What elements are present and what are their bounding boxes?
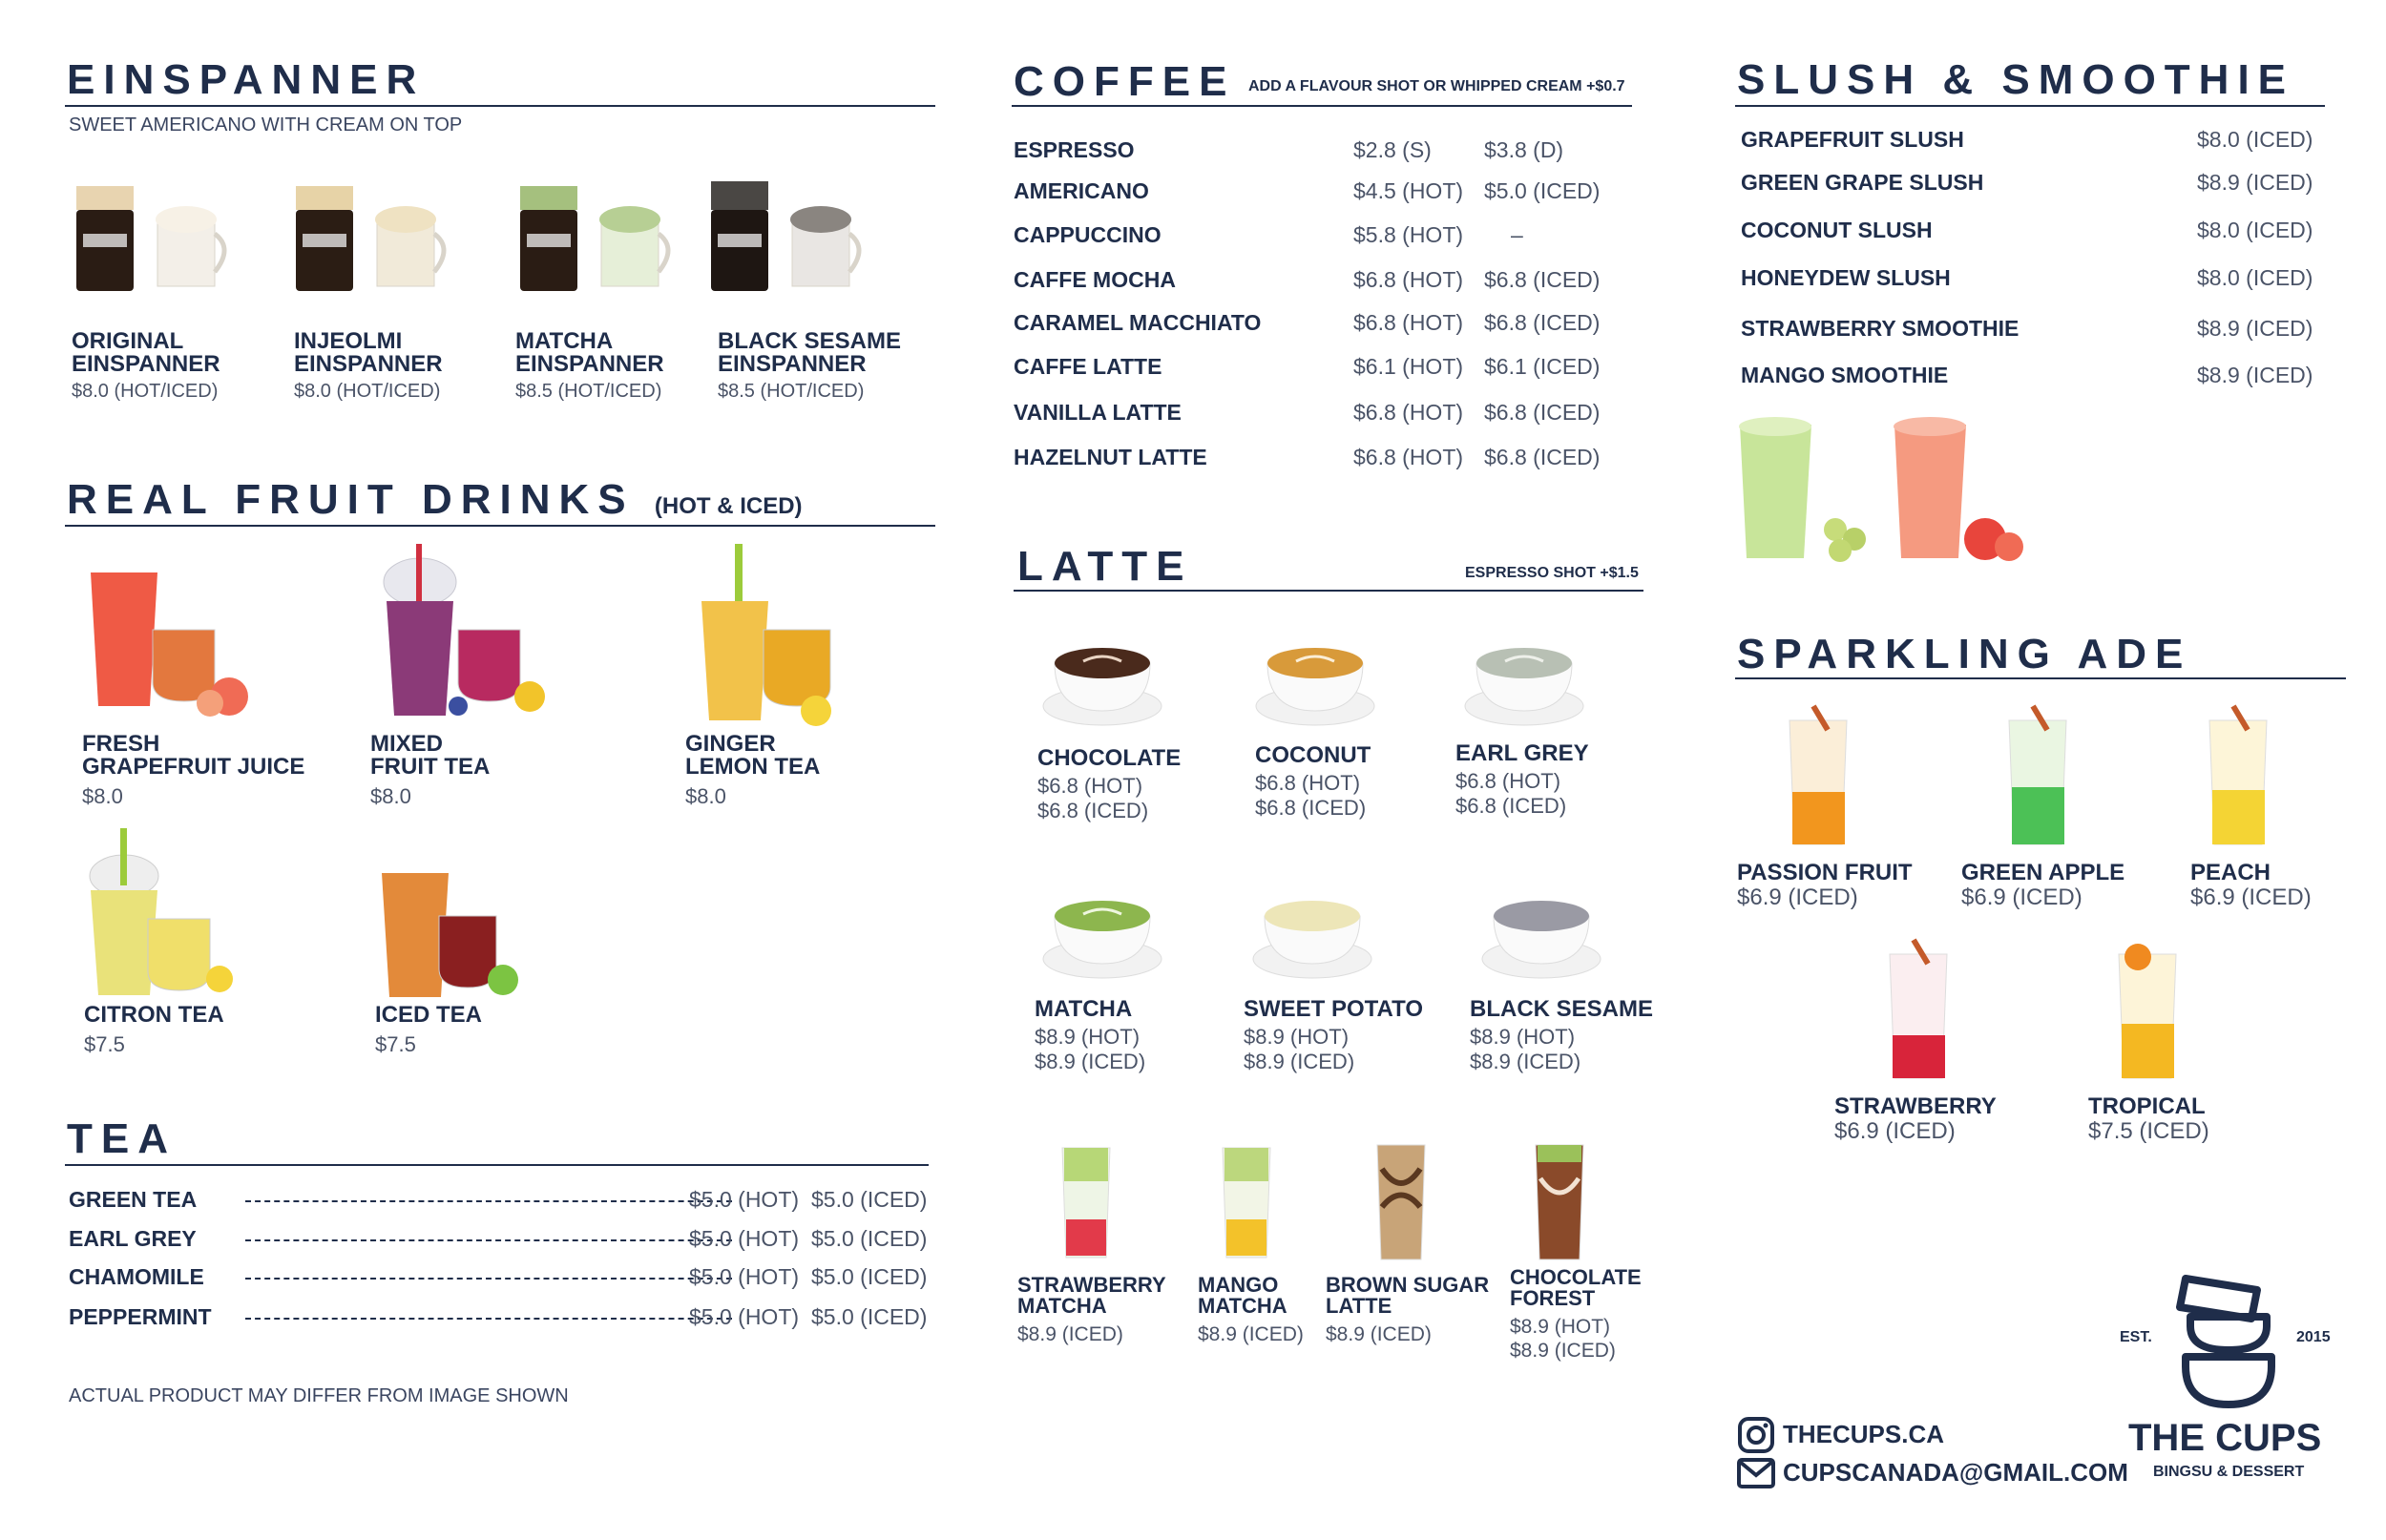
slush-name: STRAWBERRY SMOOTHIE	[1741, 316, 2020, 341]
ade-title: SPARKLING ADE	[1737, 631, 2192, 677]
coffee-row	[1014, 445, 1634, 473]
ginger-lemon-tea-image	[692, 544, 864, 730]
coffee-price-1: $4.5 (HOT)	[1353, 178, 1464, 203]
coffee-row	[1014, 267, 1634, 296]
item-price: $7.5 (ICED)	[2088, 1118, 2209, 1144]
item-name: MATCHA	[1035, 996, 1133, 1022]
einspanner-item	[294, 330, 443, 403]
instagram-icon	[1737, 1416, 1775, 1454]
latte-item	[1198, 1275, 1304, 1346]
einspanner-original-image	[72, 177, 239, 310]
tea-price-hot: $5.0 (HOT)	[689, 1226, 800, 1251]
einspanner-subtitle: SWEET AMERICANO WITH CREAM ON TOP	[69, 114, 463, 135]
item-name: GINGER	[685, 731, 776, 757]
item-name: MATCHA	[1198, 1294, 1287, 1318]
coffee-price-2: $5.0 (ICED)	[1484, 178, 1601, 203]
coffee-price-1: $2.8 (S)	[1353, 137, 1432, 162]
mail-icon	[1737, 1458, 1775, 1488]
einspanner-item	[718, 330, 901, 403]
item-name: GREEN APPLE	[1961, 860, 2125, 885]
fruit-title-text: REAL FRUIT DRINKS	[67, 476, 635, 523]
item-name: LEMON TEA	[685, 754, 821, 780]
latte-item	[1470, 998, 1653, 1075]
item-name: MATCHA	[1017, 1294, 1107, 1318]
coffee-price-2: $6.8 (ICED)	[1484, 267, 1601, 292]
coffee-price-2: $6.1 (ICED)	[1484, 354, 1601, 379]
latte-item	[1037, 747, 1181, 824]
dotted-leader	[245, 1278, 732, 1280]
latte-item	[1017, 1275, 1166, 1346]
ade-item	[1961, 862, 2124, 912]
tea-price-iced: $5.0 (ICED)	[811, 1187, 928, 1212]
item-name: INJEOLMI	[294, 328, 403, 354]
item-price: $8.9 (ICED)	[1244, 1050, 1355, 1074]
item-name: GRAPEFRUIT JUICE	[82, 754, 305, 780]
slush-price: $8.0 (ICED)	[2197, 265, 2313, 290]
item-price: $8.9 (HOT)	[1035, 1025, 1141, 1049]
item-price: $8.5 (HOT/ICED)	[718, 381, 865, 402]
item-name: EINSPANNER	[718, 351, 867, 377]
item-name: ICED TEA	[375, 1002, 483, 1028]
item-price: $6.9 (ICED)	[1961, 884, 2083, 910]
tea-row	[69, 1187, 928, 1216]
coffee-name: ESPRESSO	[1014, 137, 1135, 162]
item-name: EINSPANNER	[294, 351, 443, 377]
ade-rule	[1735, 677, 2346, 679]
coffee-price-2: –	[1511, 222, 1523, 247]
the-cups-logo-icon	[2176, 1269, 2291, 1412]
coffee-row	[1014, 400, 1634, 428]
dotted-leader	[245, 1200, 732, 1202]
latte-item	[1244, 998, 1423, 1075]
einspanner-item	[515, 330, 664, 403]
coffee-name: CAPPUCCINO	[1014, 222, 1162, 247]
citron-tea-image	[86, 828, 248, 1000]
tea-title: TEA	[67, 1115, 177, 1162]
tea-price-iced: $5.0 (ICED)	[811, 1304, 928, 1329]
fruit-item	[82, 733, 304, 809]
item-price: $8.9 (ICED)	[1035, 1050, 1146, 1074]
item-name: PASSION FRUIT	[1737, 860, 1913, 885]
item-price: $6.9 (ICED)	[2190, 884, 2312, 910]
tea-row	[69, 1226, 928, 1255]
iced-tea-image	[377, 864, 530, 1002]
einspanner-item	[72, 330, 220, 403]
fruit-item	[375, 1004, 482, 1057]
item-price: $8.9 (HOT)	[1470, 1025, 1576, 1049]
latte-item	[1510, 1267, 1642, 1363]
slush-name: GRAPEFRUIT SLUSH	[1741, 127, 1964, 152]
tea-rule	[65, 1164, 929, 1166]
tea-price-hot: $5.0 (HOT)	[689, 1264, 800, 1289]
coffee-price-1: $6.8 (HOT)	[1353, 267, 1464, 292]
coffee-rule	[1012, 105, 1632, 107]
item-price: $6.8 (ICED)	[1037, 799, 1149, 823]
slush-price: $8.0 (ICED)	[2197, 127, 2313, 152]
item-name: PEACH	[2190, 860, 2271, 885]
coffee-price-2: $6.8 (ICED)	[1484, 400, 1601, 425]
item-name: EINSPANNER	[515, 351, 664, 377]
item-price: $8.0	[82, 784, 123, 808]
chocolate-latte-image	[1040, 625, 1164, 730]
tea-name: PEPPERMINT	[69, 1304, 212, 1329]
grapefruit-slush-image	[1890, 415, 2033, 568]
ade-item	[2190, 862, 2312, 912]
fruit-title	[67, 476, 803, 523]
item-name: STRAWBERRY	[1834, 1093, 1997, 1119]
coffee-name: CAFFE MOCHA	[1014, 267, 1176, 292]
fruit-item	[685, 733, 820, 809]
item-price: $8.0	[685, 784, 726, 808]
latte-rule	[1014, 590, 1643, 592]
einspanner-black-sesame-image	[706, 177, 873, 310]
tea-name: EARL GREY	[69, 1226, 197, 1251]
item-price: $6.8 (HOT)	[1255, 771, 1361, 795]
brown-sugar-latte-image	[1372, 1140, 1430, 1264]
slush-price: $8.9 (ICED)	[2197, 170, 2313, 195]
item-name: MATCHA	[515, 328, 614, 354]
tea-price-iced: $5.0 (ICED)	[811, 1264, 928, 1289]
coffee-title: COFFEE	[1014, 58, 1236, 105]
chocolate-forest-image	[1531, 1140, 1588, 1264]
item-price: $8.9 (ICED)	[1510, 1340, 1616, 1363]
slush-rule	[1735, 105, 2325, 107]
item-price: $8.0 (HOT/ICED)	[294, 381, 441, 402]
dotted-leader	[245, 1318, 732, 1320]
item-price: $6.8 (HOT)	[1037, 774, 1143, 798]
tea-price-hot: $5.0 (HOT)	[689, 1187, 800, 1212]
item-name: BLACK SESAME	[718, 328, 902, 354]
black-sesame-latte-image	[1479, 878, 1603, 983]
item-price: $6.8 (ICED)	[1455, 794, 1567, 819]
item-name: EARL GREY	[1455, 740, 1589, 766]
peach-ade-image	[2200, 706, 2276, 849]
item-price: $6.8 (ICED)	[1255, 796, 1367, 821]
coffee-note: ADD A FLAVOUR SHOT OR WHIPPED CREAM +$0.7	[1248, 78, 1625, 94]
coffee-row	[1014, 137, 1634, 166]
item-name: LATTE	[1326, 1294, 1392, 1318]
dotted-leader	[245, 1239, 732, 1241]
item-price: $8.9 (ICED)	[1326, 1323, 1432, 1345]
fruit-title-suffix: (HOT & ICED)	[654, 493, 803, 519]
item-name: SWEET POTATO	[1244, 996, 1424, 1022]
slush-row	[1741, 316, 2313, 344]
item-price: $8.9 (HOT)	[1244, 1025, 1350, 1049]
latte-item	[1255, 744, 1371, 822]
brand-name: THE CUPS	[2128, 1417, 2322, 1459]
slush-name: COCONUT SLUSH	[1741, 218, 1933, 242]
passion-fruit-ade-image	[1780, 706, 1856, 849]
tropical-ade-image	[2109, 940, 2186, 1083]
item-name: CHOCOLATE	[1510, 1265, 1642, 1289]
tea-price-iced: $5.0 (ICED)	[811, 1226, 928, 1251]
coffee-price-2: $6.8 (ICED)	[1484, 310, 1601, 335]
einspanner-injeolmi-image	[291, 177, 458, 310]
ade-item	[2088, 1095, 2209, 1146]
instagram-handle[interactable]: THECUPS.CA	[1783, 1420, 1945, 1448]
coffee-price-1: $6.8 (HOT)	[1353, 310, 1464, 335]
fruit-rule	[65, 525, 935, 527]
coffee-name: HAZELNUT LATTE	[1014, 445, 1207, 469]
green-grape-slush-image	[1735, 415, 1878, 568]
brand-tagline: BINGSU & DESSERT	[2153, 1464, 2305, 1480]
coffee-row	[1014, 354, 1634, 383]
item-price: $8.9 (HOT)	[1510, 1316, 1611, 1338]
item-name: TROPICAL	[2088, 1093, 2206, 1119]
einspanner-matcha-image	[515, 177, 682, 310]
item-name: BROWN SUGAR	[1326, 1273, 1490, 1297]
tea-row	[69, 1304, 928, 1333]
tea-price-hot: $5.0 (HOT)	[689, 1304, 800, 1329]
item-price: $8.9 (ICED)	[1470, 1050, 1581, 1074]
slush-row	[1741, 363, 2313, 391]
item-name: FRESH	[82, 731, 160, 757]
slush-title: SLUSH & SMOOTHIE	[1737, 56, 2295, 103]
item-name: CHOCOLATE	[1037, 745, 1182, 771]
coffee-row	[1014, 178, 1634, 207]
fruit-item	[370, 733, 490, 809]
slush-name: HONEYDEW SLUSH	[1741, 265, 1951, 290]
coffee-price-1: $6.1 (HOT)	[1353, 354, 1464, 379]
slush-price: $8.9 (ICED)	[2197, 363, 2313, 387]
tea-row	[69, 1264, 928, 1293]
matcha-latte-image	[1040, 878, 1164, 983]
ade-item	[1737, 862, 1913, 912]
item-name: EINSPANNER	[72, 351, 220, 377]
latte-item	[1326, 1275, 1489, 1346]
coffee-name: CARAMEL MACCHIATO	[1014, 310, 1262, 335]
sweet-potato-latte-image	[1250, 878, 1374, 983]
earl-grey-latte-image	[1462, 625, 1586, 730]
tea-name: GREEN TEA	[69, 1187, 198, 1212]
coffee-name: AMERICANO	[1014, 178, 1149, 203]
fruit-item	[84, 1004, 224, 1057]
item-price: $8.0 (HOT/ICED)	[72, 381, 219, 402]
item-name: STRAWBERRY	[1017, 1273, 1166, 1297]
disclaimer: ACTUAL PRODUCT MAY DIFFER FROM IMAGE SHOWN	[69, 1385, 569, 1406]
slush-row	[1741, 170, 2313, 198]
item-price: $8.5 (HOT/ICED)	[515, 381, 662, 402]
coffee-price-2: $3.8 (D)	[1484, 137, 1564, 162]
einspanner-title: EINSPANNER	[67, 56, 426, 103]
item-price: $8.9 (ICED)	[1017, 1323, 1123, 1345]
coffee-price-1: $6.8 (HOT)	[1353, 445, 1464, 469]
item-name: MIXED	[370, 731, 444, 757]
coffee-price-1: $5.8 (HOT)	[1353, 222, 1464, 247]
item-name: FRUIT TEA	[370, 754, 491, 780]
coffee-price-2: $6.8 (ICED)	[1484, 445, 1601, 469]
einspanner-rule	[65, 105, 935, 107]
slush-row	[1741, 127, 2313, 156]
coconut-latte-image	[1253, 625, 1377, 730]
slush-row	[1741, 218, 2313, 246]
item-name: ORIGINAL	[72, 328, 184, 354]
latte-title: LATTE	[1017, 543, 1193, 590]
item-name: FOREST	[1510, 1286, 1596, 1310]
coffee-price-1: $6.8 (HOT)	[1353, 400, 1464, 425]
item-name: COCONUT	[1255, 742, 1371, 768]
mixed-fruit-tea-image	[382, 544, 563, 720]
item-price: $6.9 (ICED)	[1834, 1118, 1956, 1144]
green-apple-ade-image	[1999, 706, 2076, 849]
coffee-row	[1014, 222, 1634, 251]
strawberry-matcha-image	[1057, 1143, 1115, 1262]
item-price: $8.0	[370, 784, 411, 808]
slush-price: $8.9 (ICED)	[2197, 316, 2313, 341]
item-price: $7.5	[375, 1032, 416, 1056]
grapefruit-juice-image	[86, 558, 267, 725]
latte-item	[1455, 742, 1589, 820]
ade-item	[1834, 1095, 1997, 1146]
brand-year: 2015	[2296, 1329, 2331, 1345]
brand-est: EST.	[2120, 1329, 2152, 1345]
latte-item	[1035, 998, 1145, 1075]
slush-price: $8.0 (ICED)	[2197, 218, 2313, 242]
latte-note: ESPRESSO SHOT +$1.5	[1465, 565, 1639, 581]
mango-matcha-image	[1218, 1143, 1275, 1262]
slush-name: GREEN GRAPE SLUSH	[1741, 170, 1984, 195]
coffee-row	[1014, 310, 1634, 339]
item-price: $8.9 (ICED)	[1198, 1323, 1304, 1345]
item-name: MANGO	[1198, 1273, 1279, 1297]
email-address[interactable]: CUPSCANADA@GMAIL.COM	[1783, 1458, 2128, 1487]
slush-name: MANGO SMOOTHIE	[1741, 363, 1949, 387]
coffee-name: CAFFE LATTE	[1014, 354, 1162, 379]
item-name: BLACK SESAME	[1470, 996, 1654, 1022]
item-price: $6.8 (HOT)	[1455, 769, 1561, 793]
item-price: $7.5	[84, 1032, 125, 1056]
item-price: $6.9 (ICED)	[1737, 884, 1858, 910]
item-name: CITRON TEA	[84, 1002, 224, 1028]
tea-name: CHAMOMILE	[69, 1264, 204, 1289]
strawberry-ade-image	[1880, 940, 1957, 1083]
coffee-name: VANILLA LATTE	[1014, 400, 1182, 425]
slush-row	[1741, 265, 2313, 294]
